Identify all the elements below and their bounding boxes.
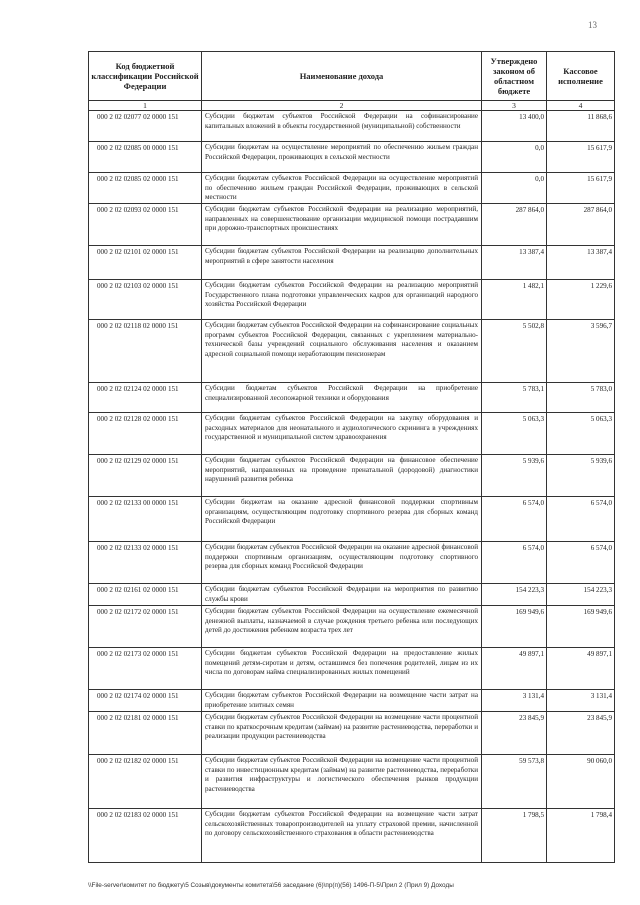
- row-name: Субсидии бюджетам субъектов Российской Федерации на софинансирование социальных программ субъектов Российской Федерации, связанных с укреплением материально-технической базы учреждений социального обслуживания населения и оказанием адресной социальной помощи неработающим пенсионерам: [202, 320, 482, 383]
- row-name: Субсидии бюджетам субъектов Российской Федерации на софинансирование капитальных вложений в объекты государственной (муниципальной) собственности: [202, 111, 482, 142]
- row-code: 000 2 02 02133 02 0000 151: [89, 542, 202, 584]
- column-number: 4: [547, 101, 615, 111]
- row-approved: 6 574,0: [482, 497, 547, 542]
- footer-file-path: \\File-server\комитет по бюджету\5 Созыв\документы комитета\56 заседание (6)\пр(п)(56) 1496-П-5\Прил 2 (Прил 9) Доходы: [88, 882, 454, 889]
- row-approved: 5 502,8: [482, 320, 547, 383]
- income-table: [88, 51, 615, 863]
- row-code: 000 2 02 02124 02 0000 151: [89, 383, 202, 413]
- row-code: 000 2 02 02172 02 0000 151: [89, 606, 202, 648]
- row-name: Субсидии бюджетам субъектов Российской Федерации на закупку оборудования и расходных материалов для неонатального и аудиологического скрининга в учреждениях государственной и муниципальной систем здравоохранения: [202, 413, 482, 455]
- row-name: Субсидии бюджетам субъектов Российской Федерации на приобретение специализированной лесопожарной техники и оборудования: [202, 383, 482, 413]
- table-row: [89, 320, 615, 383]
- row-code: 000 2 02 02103 02 0000 151: [89, 280, 202, 320]
- header-code: Код бюджетной классификации Российской Федерации: [89, 52, 202, 101]
- row-code: 000 2 02 02173 02 0000 151: [89, 648, 202, 690]
- row-approved: 5 063,3: [482, 413, 547, 455]
- table-row: [89, 497, 615, 542]
- row-approved: 0,0: [482, 173, 547, 204]
- row-cash: 90 060,0: [547, 755, 615, 809]
- table-row: [89, 584, 615, 606]
- row-approved: 5 783,1: [482, 383, 547, 413]
- row-cash: 5 939,6: [547, 455, 615, 497]
- row-name: Субсидии бюджетам субъектов Российской Федерации на возмещение части процентной ставки по инвестиционным кредитам (займам) на развитие растениеводства, переработки и развития инфраструктуры и логистического обеспечения рынков продукции растениеводства: [202, 755, 482, 809]
- header-name: Наименование дохода: [202, 52, 482, 101]
- row-code: 000 2 02 02085 02 0000 151: [89, 173, 202, 204]
- row-name: Субсидии бюджетам субъектов Российской Федерации на финансовое обеспечение мероприятий, направленных на проведение пренатальной (дородовой) диагностики нарушений развития ребенка: [202, 455, 482, 497]
- row-cash: 3 131,4: [547, 690, 615, 712]
- row-approved: 287 864,0: [482, 204, 547, 246]
- row-approved: 13 387,4: [482, 246, 547, 280]
- table-row: [89, 690, 615, 712]
- row-approved: 59 573,8: [482, 755, 547, 809]
- row-code: 000 2 02 02077 02 0000 151: [89, 111, 202, 142]
- row-cash: 5 783,0: [547, 383, 615, 413]
- row-code: 000 2 02 02085 00 0000 151: [89, 142, 202, 173]
- row-cash: 1 229,6: [547, 280, 615, 320]
- table-row: [89, 648, 615, 690]
- row-cash: 154 223,3: [547, 584, 615, 606]
- row-approved: 0,0: [482, 142, 547, 173]
- row-code: 000 2 02 02133 00 0000 151: [89, 497, 202, 542]
- table-row: [89, 455, 615, 497]
- header-row: [89, 52, 615, 101]
- row-cash: 15 617,9: [547, 173, 615, 204]
- row-approved: 13 400,0: [482, 111, 547, 142]
- row-approved: 6 574,0: [482, 542, 547, 584]
- row-code: 000 2 02 02183 02 0000 151: [89, 809, 202, 863]
- table-row: [89, 755, 615, 809]
- header-cash: Кассовое исполнение: [547, 52, 615, 101]
- header-approved: Утверждено законом об областном бюджете: [482, 52, 547, 101]
- row-code: 000 2 02 02181 02 0000 151: [89, 712, 202, 755]
- row-name: Субсидии бюджетам на осуществление мероприятий по обеспечению жильем граждан Российской Федерации, проживающих в сельской местности: [202, 142, 482, 173]
- row-cash: 6 574,0: [547, 542, 615, 584]
- row-cash: 169 949,6: [547, 606, 615, 648]
- table-row: [89, 111, 615, 142]
- row-name: Субсидии бюджетам субъектов Российской Федерации на мероприятия по развитию службы крови: [202, 584, 482, 606]
- row-cash: 11 868,6: [547, 111, 615, 142]
- row-code: 000 2 02 02101 02 0000 151: [89, 246, 202, 280]
- row-cash: 287 864,0: [547, 204, 615, 246]
- row-cash: 23 845,9: [547, 712, 615, 755]
- table-row: [89, 173, 615, 204]
- row-name: Субсидии бюджетам субъектов Российской Федерации на возмещение части затрат сельскохозяйственных товаропроизводителей на уплату страховой премии, начисленной по договору сельскохозяйственного страхования в области растениеводства: [202, 809, 482, 863]
- column-number: 3: [482, 101, 547, 111]
- table-row: [89, 383, 615, 413]
- row-approved: 3 131,4: [482, 690, 547, 712]
- column-number-row: [89, 101, 615, 111]
- row-name: Субсидии бюджетам на оказание адресной финансовой поддержки спортивным организациям, осуществляющим подготовку спортивного резерва для сборных команд Российской Федерации: [202, 497, 482, 542]
- row-cash: 5 063,3: [547, 413, 615, 455]
- table-row: [89, 606, 615, 648]
- row-name: Субсидии бюджетам субъектов Российской Федерации на осуществление ежемесячной денежной выплаты, назначаемой в случае рождения третьего ребенка или последующих детей до достижения ребенком возраста трех лет: [202, 606, 482, 648]
- row-name: Субсидии бюджетам субъектов Российской Федерации на предоставление жилых помещений детям-сиротам и детям, оставшимся без попечения родителей, лицам из их числа по договорам найма специализированных жилых помещений: [202, 648, 482, 690]
- row-cash: 6 574,0: [547, 497, 615, 542]
- table-row: [89, 280, 615, 320]
- row-code: 000 2 02 02129 02 0000 151: [89, 455, 202, 497]
- row-code: 000 2 02 02093 02 0000 151: [89, 204, 202, 246]
- row-code: 000 2 02 02182 02 0000 151: [89, 755, 202, 809]
- page-number: 13: [588, 20, 597, 30]
- table-row: [89, 246, 615, 280]
- row-approved: 1 482,1: [482, 280, 547, 320]
- table-row: [89, 712, 615, 755]
- column-number: 2: [202, 101, 482, 111]
- row-cash: 49 897,1: [547, 648, 615, 690]
- row-approved: 1 798,5: [482, 809, 547, 863]
- column-number: 1: [89, 101, 202, 111]
- row-name: Субсидии бюджетам субъектов Российской Федерации на реализацию мероприятий Государственного плана подготовки управленческих кадров для организаций народного хозяйства Российской Федерации: [202, 280, 482, 320]
- table-row: [89, 542, 615, 584]
- table-row: [89, 809, 615, 863]
- row-code: 000 2 02 02128 02 0000 151: [89, 413, 202, 455]
- row-cash: 1 798,4: [547, 809, 615, 863]
- row-approved: 49 897,1: [482, 648, 547, 690]
- table-row: [89, 204, 615, 246]
- row-name: Субсидии бюджетам субъектов Российской Федерации на реализацию мероприятий, направленных на совершенствование организации медицинской помощи пострадавшим при дорожно-транспортных происшествиях: [202, 204, 482, 246]
- row-name: Субсидии бюджетам субъектов Российской Федерации на возмещение части затрат на приобретение элитных семян: [202, 690, 482, 712]
- table-row: [89, 413, 615, 455]
- row-name: Субсидии бюджетам субъектов Российской Федерации на оказание адресной финансовой поддержки спортивным организациям, осуществляющим подготовку спортивного резерва для сборных команд Российской Федерации: [202, 542, 482, 584]
- row-approved: 5 939,6: [482, 455, 547, 497]
- row-name: Субсидии бюджетам субъектов Российской Федерации на осуществление мероприятий по обеспечению жильем граждан Российской Федерации, проживающих в сельской местности: [202, 173, 482, 204]
- table-row: [89, 142, 615, 173]
- row-code: 000 2 02 02118 02 0000 151: [89, 320, 202, 383]
- row-cash: 3 596,7: [547, 320, 615, 383]
- row-cash: 13 387,4: [547, 246, 615, 280]
- row-name: Субсидии бюджетам субъектов Российской Федерации на реализацию дополнительных мероприятий в сфере занятости населения: [202, 246, 482, 280]
- row-code: 000 2 02 02174 02 0000 151: [89, 690, 202, 712]
- row-approved: 23 845,9: [482, 712, 547, 755]
- row-approved: 169 949,6: [482, 606, 547, 648]
- row-cash: 15 617,9: [547, 142, 615, 173]
- row-code: 000 2 02 02161 02 0000 151: [89, 584, 202, 606]
- row-name: Субсидии бюджетам субъектов Российской Федерации на возмещение части процентной ставки по краткосрочным кредитам (займам) на развитие растениеводства, переработки и реализации продукции растениеводства: [202, 712, 482, 755]
- row-approved: 154 223,3: [482, 584, 547, 606]
